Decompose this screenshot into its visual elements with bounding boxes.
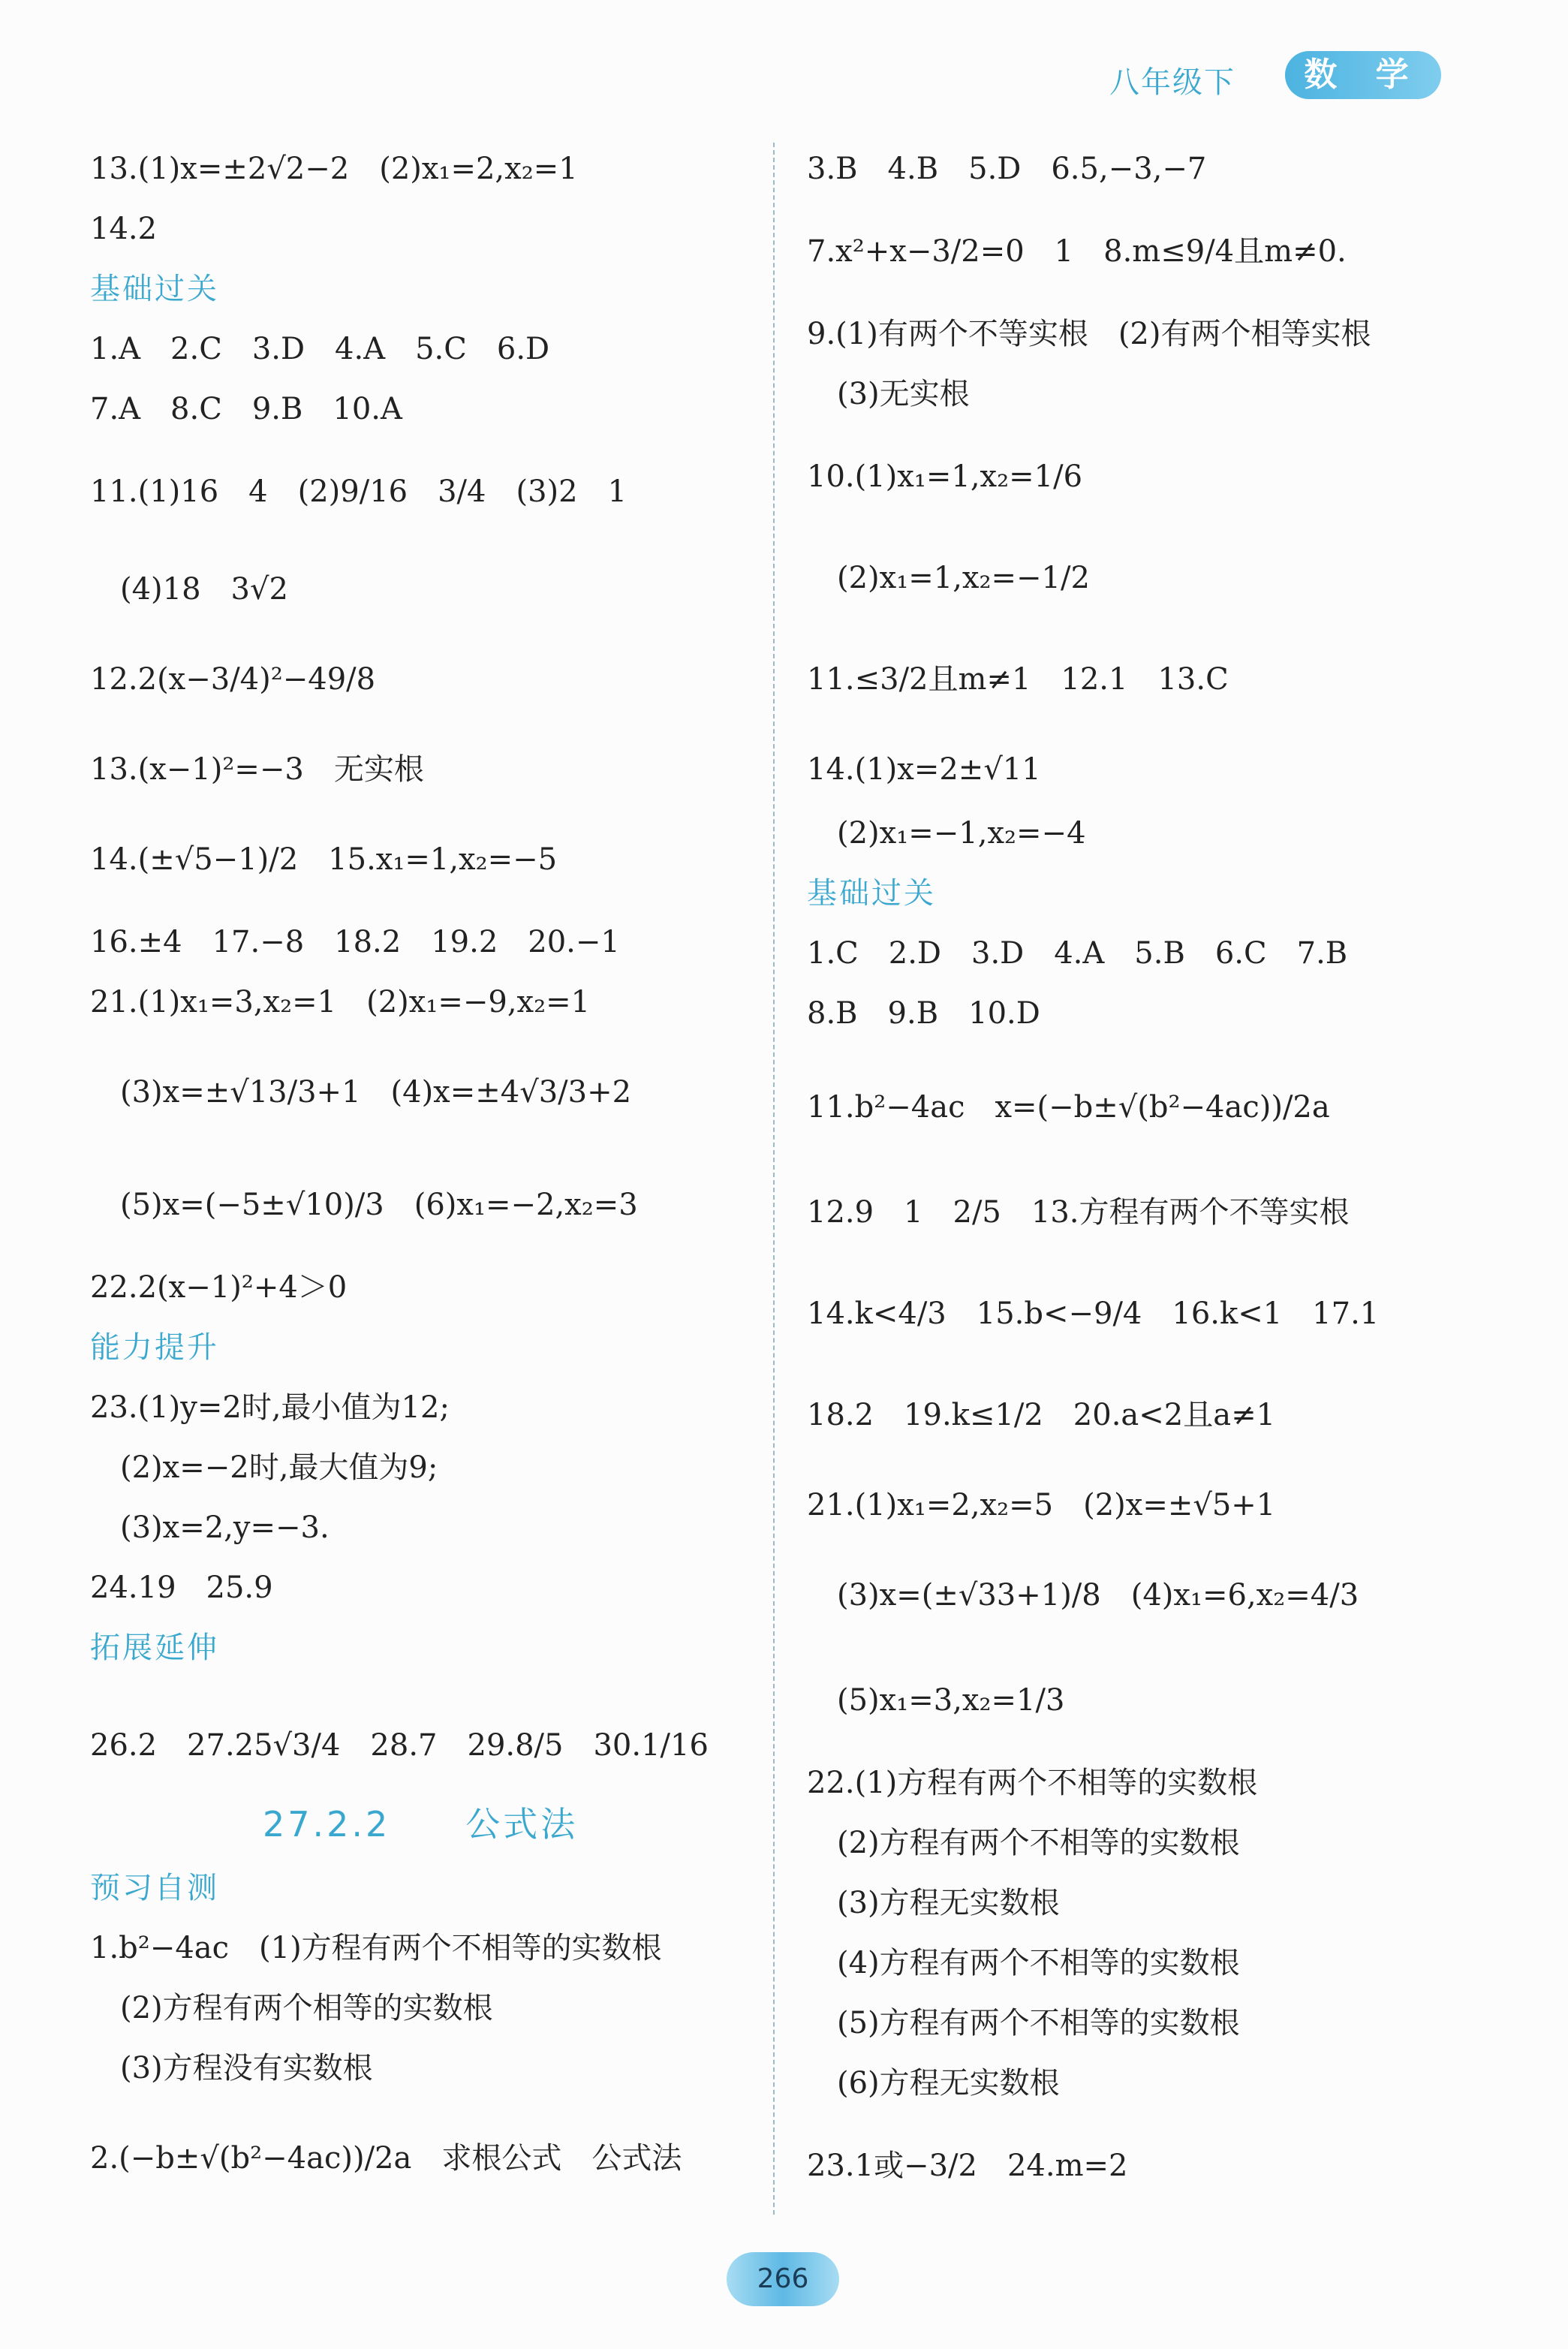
answer-line: (3)x=(±√33+1)/8 (4)x₁=6,x₂=4/3: [807, 1578, 1359, 1613]
column-divider: [773, 143, 775, 2215]
answer-line: 10.(1)x₁=1,x₂=1/6: [807, 459, 1083, 494]
answer-line: 23.1或−3/2 24.m=2: [807, 2149, 1128, 2183]
answer-line: 26.2 27.25√3/4 28.7 29.8/5 30.1/16: [90, 1728, 709, 1763]
section-heading: 预习自测: [90, 1871, 219, 1905]
answer-line: 13.(x−1)²=−3 无实根: [90, 752, 424, 787]
answer-line: 3.B 4.B 5.D 6.5,−3,−7: [807, 152, 1207, 186]
header-grade: 八年级下: [1109, 65, 1235, 100]
answer-line: 11.b²−4ac x=(−b±√(b²−4ac))/2a: [807, 1090, 1330, 1125]
answer-line: 14.2: [90, 212, 158, 246]
answer-line: 11.≤3/2且m≠1 12.1 13.C: [807, 662, 1229, 697]
answer-line: (3)方程无实数根: [807, 1886, 1060, 1920]
answer-line: (2)x=−2时,最大值为9;: [90, 1450, 438, 1485]
section-heading: 拓展延伸: [90, 1631, 219, 1665]
answer-line: (3)x=±√13/3+1 (4)x=±4√3/3+2: [90, 1075, 632, 1110]
answer-line: 24.19 25.9: [90, 1571, 273, 1605]
answer-line: 22.(1)方程有两个不相等的实数根: [807, 1766, 1258, 1800]
answer-line: 22.2(x−1)²+4＞0: [90, 1270, 348, 1305]
answer-line: (3)无实根: [807, 377, 970, 411]
answer-line: 13.(1)x=±2√2−2 (2)x₁=2,x₂=1: [90, 152, 578, 186]
section-title: 27.2.2 公式法: [263, 1804, 579, 1845]
answer-line: 14.(1)x=2±√11: [807, 752, 1041, 787]
answer-line: 16.±4 17.−8 18.2 19.2 20.−1: [90, 925, 620, 959]
answer-line: (2)方程有两个不相等的实数根: [807, 1826, 1240, 1860]
answer-line: 2.(−b±√(b²−4ac))/2a 求根公式 公式法: [90, 2141, 682, 2176]
answer-line: (5)x₁=3,x₂=1/3: [807, 1683, 1065, 1718]
section-heading: 基础过关: [807, 876, 936, 911]
answer-line: 9.(1)有两个不等实根 (2)有两个相等实根: [807, 317, 1371, 351]
page-number: 266: [727, 2252, 839, 2306]
answer-line: 1.b²−4ac (1)方程有两个不相等的实数根: [90, 1931, 662, 1965]
section-heading: 基础过关: [90, 272, 219, 306]
answer-line: 11.(1)16 4 (2)9/16 3/4 (3)2 1: [90, 474, 628, 509]
header-subject-badge: 数 学: [1285, 51, 1441, 99]
answer-line: 7.A 8.C 9.B 10.A: [90, 392, 402, 426]
answer-line: 1.A 2.C 3.D 4.A 5.C 6.D: [90, 332, 550, 366]
answer-line: (5)方程有两个不相等的实数根: [807, 2006, 1240, 2040]
answer-line: (2)方程有两个相等的实数根: [90, 1991, 493, 2025]
answer-line: (5)x=(−5±√10)/3 (6)x₁=−2,x₂=3: [90, 1188, 638, 1222]
answer-line: (3)方程没有实数根: [90, 2051, 373, 2085]
answer-line: 12.2(x−3/4)²−49/8: [90, 662, 376, 697]
answer-line: 21.(1)x₁=3,x₂=1 (2)x₁=−9,x₂=1: [90, 985, 591, 1019]
section-heading: 能力提升: [90, 1330, 219, 1365]
answer-line: (2)x₁=−1,x₂=−4: [807, 816, 1086, 851]
answer-line: (4)18 3√2: [90, 572, 288, 607]
answer-line: 21.(1)x₁=2,x₂=5 (2)x=±√5+1: [807, 1488, 1276, 1522]
answer-line: 14.(±√5−1)/2 15.x₁=1,x₂=−5: [90, 842, 558, 877]
answer-line: 1.C 2.D 3.D 4.A 5.B 6.C 7.B: [807, 936, 1348, 971]
answer-line: 8.B 9.B 10.D: [807, 996, 1040, 1031]
answer-line: 7.x²+x−3/2=0 1 8.m≤9/4且m≠0.: [807, 234, 1347, 269]
answer-line: (4)方程有两个不相等的实数根: [807, 1946, 1240, 1980]
answer-line: 18.2 19.k≤1/2 20.a<2且a≠1: [807, 1398, 1276, 1432]
answer-line: 14.k<4/3 15.b<−9/4 16.k<1 17.1: [807, 1296, 1380, 1331]
answer-line: (2)x₁=1,x₂=−1/2: [807, 561, 1090, 595]
answer-line: 12.9 1 2/5 13.方程有两个不等实根: [807, 1195, 1350, 1230]
answer-line: 23.(1)y=2时,最小值为12;: [90, 1390, 450, 1425]
answer-line: (3)x=2,y=−3.: [90, 1510, 330, 1545]
answer-line: (6)方程无实数根: [807, 2066, 1060, 2101]
